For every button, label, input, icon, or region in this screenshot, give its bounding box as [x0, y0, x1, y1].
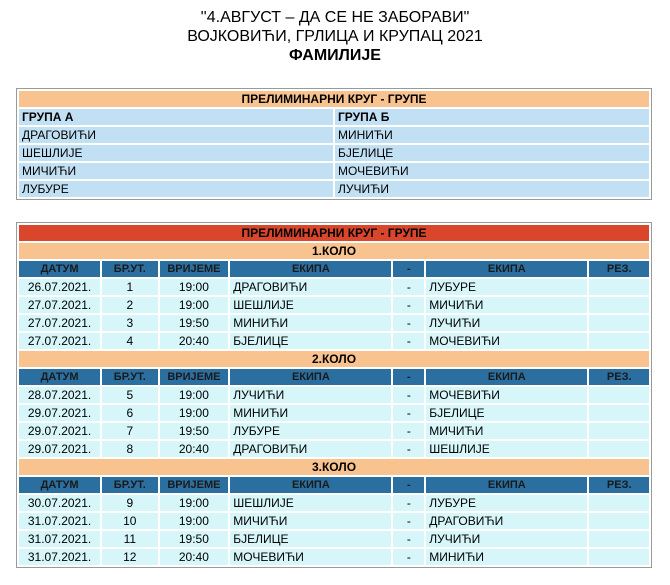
match-team2: ШЕШЛИЈЕ [426, 441, 587, 457]
match-no: 4 [102, 333, 157, 349]
match-no: 3 [102, 315, 157, 331]
table-row [19, 279, 649, 295]
match-team1: ШЕШЛИЈЕ [230, 495, 391, 511]
column-header-team2: ЕКИПА [426, 369, 587, 385]
match-date: 27.07.2021. [19, 297, 100, 313]
match-no: 7 [102, 423, 157, 439]
match-sep: - [393, 495, 424, 511]
group-b-team: ЛУЧИЋИ [335, 181, 649, 197]
match-sep: - [393, 513, 424, 529]
match-date: 29.07.2021. [19, 405, 100, 421]
match-sep: - [393, 405, 424, 421]
column-header-date: ДАТУМ [19, 261, 100, 277]
match-sep: - [393, 531, 424, 547]
column-header-match-no: БР.УТ. [102, 369, 157, 385]
column-header-result: РЕЗ. [589, 369, 649, 385]
match-sep: - [393, 333, 424, 349]
match-sep: - [393, 315, 424, 331]
match-no: 12 [102, 549, 157, 565]
match-time: 20:40 [160, 441, 229, 457]
table-row [19, 333, 649, 349]
match-time: 20:40 [160, 333, 229, 349]
column-header-team1: ЕКИПА [230, 369, 391, 385]
round-header: 1.КОЛО [19, 243, 649, 259]
match-team2: МИЧИЋИ [426, 423, 587, 439]
column-header-time: ВРИЈЕМЕ [160, 261, 229, 277]
column-header-team1: ЕКИПА [230, 477, 391, 493]
table-row [19, 405, 649, 421]
match-team1: БЈЕЛИЦЕ [230, 333, 391, 349]
match-date: 27.07.2021. [19, 333, 100, 349]
match-date: 27.07.2021. [19, 315, 100, 331]
match-no: 1 [102, 279, 157, 295]
column-header-team1: ЕКИПА [230, 261, 391, 277]
header-subtitle: ВОЈКОВИЋИ, ГРЛИЦА И КРУПАЦ 2021 [187, 28, 483, 45]
table-row [19, 531, 649, 547]
match-date: 26.07.2021. [19, 279, 100, 295]
page-header [0, 8, 670, 65]
match-team2: МОЧЕВИЋИ [426, 387, 587, 403]
table-row [19, 315, 649, 331]
match-time: 19:00 [160, 495, 229, 511]
table-row [19, 423, 649, 439]
match-result [589, 513, 649, 529]
table-row [19, 387, 649, 403]
match-time: 19:00 [160, 405, 229, 421]
match-result [589, 315, 649, 331]
match-time: 19:00 [160, 279, 229, 295]
match-team2: МИЧИЋИ [426, 297, 587, 313]
match-sep: - [393, 279, 424, 295]
match-result [589, 531, 649, 547]
match-team1: МИНИЋИ [230, 405, 391, 421]
match-result [589, 441, 649, 457]
table-row [19, 495, 649, 511]
match-date: 31.07.2021. [19, 531, 100, 547]
column-header-sep: - [393, 369, 424, 385]
match-no: 6 [102, 405, 157, 421]
match-result [589, 405, 649, 421]
match-no: 9 [102, 495, 157, 511]
match-team2: МОЧЕВИЋИ [426, 333, 587, 349]
round-header: 3.КОЛО [19, 459, 649, 475]
groups-title: ПРЕЛИМИНАРНИ КРУГ - ГРУПЕ [19, 91, 649, 107]
match-date: 28.07.2021. [19, 387, 100, 403]
match-team2: ДРАГОВИЋИ [426, 513, 587, 529]
match-team2: МИНИЋИ [426, 549, 587, 565]
match-team2: ЛУЧИЋИ [426, 315, 587, 331]
schedule-title: ПРЕЛИМИНАРНИ КРУГ - ГРУПЕ [19, 225, 649, 241]
match-result [589, 279, 649, 295]
table-row [19, 549, 649, 565]
match-date: 31.07.2021. [19, 549, 100, 565]
match-result [589, 333, 649, 349]
column-header-team2: ЕКИПА [426, 261, 587, 277]
match-team2: ЛУБУРЕ [426, 279, 587, 295]
match-result [589, 549, 649, 565]
match-team1: ДРАГОВИЋИ [230, 279, 391, 295]
column-header-date: ДАТУМ [19, 369, 100, 385]
match-result [589, 387, 649, 403]
column-header-time: ВРИЈЕМЕ [160, 369, 229, 385]
match-time: 19:00 [160, 297, 229, 313]
match-team1: ДРАГОВИЋИ [230, 441, 391, 457]
match-result [589, 423, 649, 439]
group-b-team: МИНИЋИ [335, 127, 649, 143]
column-header-match-no: БР.УТ. [102, 477, 157, 493]
match-team1: МОЧЕВИЋИ [230, 549, 391, 565]
match-team1: МИЧИЋИ [230, 513, 391, 529]
column-header-result: РЕЗ. [589, 261, 649, 277]
match-no: 5 [102, 387, 157, 403]
group-a-team: ЛУБУРЕ [19, 181, 333, 197]
match-team1: БЈЕЛИЦЕ [230, 531, 391, 547]
match-sep: - [393, 387, 424, 403]
group-b-label: ГРУПА Б [335, 109, 649, 125]
header-category: ФАМИЛИЈЕ [289, 47, 381, 64]
match-no: 10 [102, 513, 157, 529]
schedule-table [16, 222, 652, 568]
table-row [19, 441, 649, 457]
group-b-team: МОЧЕВИЋИ [335, 163, 649, 179]
header-title: ''4.АВГУСТ – ДА СЕ НЕ ЗАБОРАВИ" [200, 9, 470, 26]
match-time: 19:50 [160, 423, 229, 439]
match-no: 11 [102, 531, 157, 547]
match-time: 19:50 [160, 315, 229, 331]
match-date: 29.07.2021. [19, 441, 100, 457]
round-header: 2.КОЛО [19, 351, 649, 367]
match-sep: - [393, 441, 424, 457]
match-result [589, 495, 649, 511]
group-b-team: БЈЕЛИЦЕ [335, 145, 649, 161]
match-team1: МИНИЋИ [230, 315, 391, 331]
match-date: 31.07.2021. [19, 513, 100, 529]
group-a-team: МИЧИЋИ [19, 163, 333, 179]
group-a-team: ШЕШЛИЈЕ [19, 145, 333, 161]
column-header-time: ВРИЈЕМЕ [160, 477, 229, 493]
match-team2: ЛУБУРЕ [426, 495, 587, 511]
group-a-team: ДРАГОВИЋИ [19, 127, 333, 143]
match-sep: - [393, 549, 424, 565]
table-row [19, 297, 649, 313]
match-time: 19:50 [160, 531, 229, 547]
column-header-sep: - [393, 261, 424, 277]
match-time: 19:00 [160, 387, 229, 403]
match-sep: - [393, 297, 424, 313]
match-time: 19:00 [160, 513, 229, 529]
match-date: 29.07.2021. [19, 423, 100, 439]
match-no: 2 [102, 297, 157, 313]
match-date: 30.07.2021. [19, 495, 100, 511]
match-team1: ЛУЧИЋИ [230, 387, 391, 403]
match-team1: ЛУБУРЕ [230, 423, 391, 439]
group-a-label: ГРУПА А [19, 109, 333, 125]
column-header-team2: ЕКИПА [426, 477, 587, 493]
match-team2: БЈЕЛИЦЕ [426, 405, 587, 421]
groups-table [16, 88, 652, 200]
match-result [589, 297, 649, 313]
column-header-match-no: БР.УТ. [102, 261, 157, 277]
match-team1: ШЕШЛИЈЕ [230, 297, 391, 313]
column-header-sep: - [393, 477, 424, 493]
table-row [19, 513, 649, 529]
column-header-result: РЕЗ. [589, 477, 649, 493]
match-team2: ЛУЧИЋИ [426, 531, 587, 547]
match-sep: - [393, 423, 424, 439]
match-time: 20:40 [160, 549, 229, 565]
column-header-date: ДАТУМ [19, 477, 100, 493]
match-no: 8 [102, 441, 157, 457]
